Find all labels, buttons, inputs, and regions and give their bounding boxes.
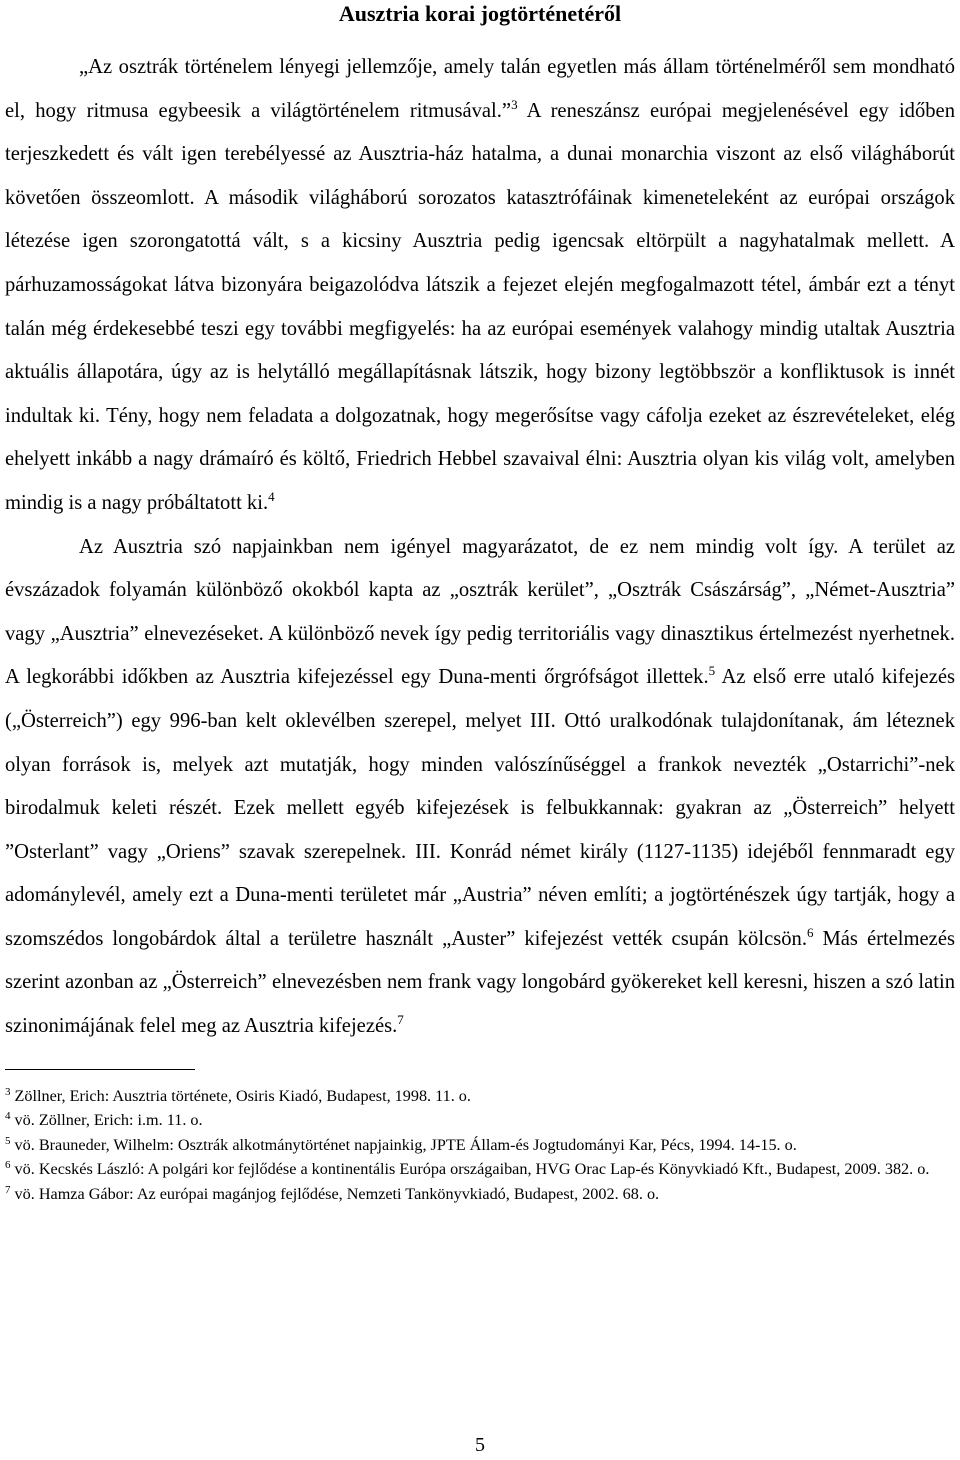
body-text: [5, 46, 955, 1049]
footnote-number: 6: [5, 1159, 11, 1172]
footnote-reference[interactable]: 7: [397, 1012, 404, 1028]
footnote-item: [5, 1182, 955, 1207]
footnote-reference[interactable]: 4: [268, 488, 275, 504]
paragraph-text: A reneszánsz európai megjelenésével egy időben terjeszkedett és vált igen terebélyessé az Ausztria-ház hatalma, a dunai monarchia viszont az első világháborút követően összeomlott. A második világháború sorozatos katasztrófáinak kimeneteleként az európai országok létezése igen szorongatottá vált, s a kicsiny Ausztria pedig igencsak eltörpült a nagyhatalmak mellett. A párhuzamosságokat látva bizonyára beigazolódva látszik a fejezet elején megfogalmazott tétel, ámbár ezt a tényt talán még érdekesebbé teszi egy további megfigyelés: ha az európai események valahogy mindig utaltak Ausztria aktuális állapotára, úgy az is helytálló megállapításnak látszik, hogy bizony legtöbbször a konfliktusok is innét indultak ki. Tény, hogy nem feladata a dolgozatnak, hogy megerősítse vagy cáfolja ezeket az észrevételeket, elég ehelyett inkább a nagy drámaíró és költő, Friedrich Hebbel szavaival élni: Ausztria olyan kis világ volt, amelyben mindig is a nagy próbáltatott ki.: [5, 99, 955, 514]
footnote-item: [5, 1084, 955, 1109]
footnote-number: 3: [5, 1085, 11, 1098]
footnote-number: 7: [5, 1184, 11, 1197]
footnote-item: [5, 1108, 955, 1133]
footnote-item: [5, 1157, 955, 1182]
footnote-item: [5, 1133, 955, 1158]
footnote-divider: [5, 1069, 195, 1070]
footnote-number: 5: [5, 1134, 11, 1147]
body-paragraph: [5, 526, 955, 1049]
footnotes: [5, 1084, 955, 1207]
footnote-text: vö. Zöllner, Erich: i.m. 11. o.: [10, 1111, 203, 1130]
footnote-number: 4: [5, 1110, 11, 1123]
paragraph-text: Az Ausztria szó napjainkban nem igényel magyarázatot, de ez nem mindig volt így. A terület az évszázadok folyamán különböző okokból kapta az „osztrák kerület”, „Osztrák Császárság”, „Német-Ausztria” vagy „Ausztria” elnevezéseket. A különböző nevek így pedig territoriális vagy dinasztikus értelmezést nyerhetnek. A legkorábbi időkben az Ausztria kifejezéssel egy Duna-menti őrgrófságot illettek.: [5, 535, 955, 689]
footnote-reference[interactable]: 5: [708, 663, 716, 679]
footnote-text: Zöllner, Erich: Ausztria története, Osiris Kiadó, Budapest, 1998. 11. o.: [10, 1086, 471, 1105]
body-paragraph: [5, 46, 955, 526]
footnote-reference[interactable]: 6: [806, 924, 814, 940]
paragraph-text: Más értelmezés szerint azonban az „Österreich” elnevezésben nem frank vagy longobárd gyökereket kell keresni, hiszen a szó latin szinonimájának felel meg az Ausztria kifejezés.: [5, 927, 955, 1038]
footnote-text: vö. Brauneder, Wilhelm: Osztrák alkotmánytörténet napjainkig, JPTE Állam-és Jogtudományi Kar, Pécs, 1994. 14-15. o.: [10, 1135, 797, 1154]
footnote-reference[interactable]: 3: [511, 96, 518, 112]
paragraph-text: „Az osztrák történelem lényegi jellemzője, amely talán egyetlen más állam történelméről sem mondható el, hogy ritmusa egybeesik a világtörténelem ritmusával.”: [5, 56, 955, 122]
footnote-text: vö. Kecskés László: A polgári kor fejlődése a kontinentális Európa országaiban, HVG Orac Lap-és Könyvkiadó Kft., Budapest, 2009. 382. o.: [10, 1160, 930, 1179]
paragraph-text: Az első erre utaló kifejezés („Österreich”) egy 996-ban kelt oklevélben szerepel, melyet III. Ottó uralkodónak tulajdonítanak, ám léteznek olyan források is, melyek azt mutatják, hogy minden valószínűséggel a frankok nevezték „Ostarrichi”-nek birodalmuk keleti részét. Ezek mellett egyéb kifejezések is felbukkannak: gyakran az „Österreich” helyett ”Osterlant” vagy „Oriens” szavak szerepelnek. III. Konrád német király (1127-1135) idejéből fennmaradt egy adománylevél, amely ezt a Duna-menti területet már „Austria” néven említi; a jogtörténészek úgy tartják, hogy a szomszédos longobárdok által a területre használt „Auster” kifejezést vették csupán kölcsön.: [5, 666, 955, 950]
footnote-text: vö. Hamza Gábor: Az európai magánjog fejlődése, Nemzeti Tankönyvkiadó, Budapest, 2002. 68. o.: [10, 1185, 660, 1204]
document-title: Ausztria korai jogtörténetéről: [338, 1, 622, 26]
page-number: 5: [475, 1434, 485, 1456]
